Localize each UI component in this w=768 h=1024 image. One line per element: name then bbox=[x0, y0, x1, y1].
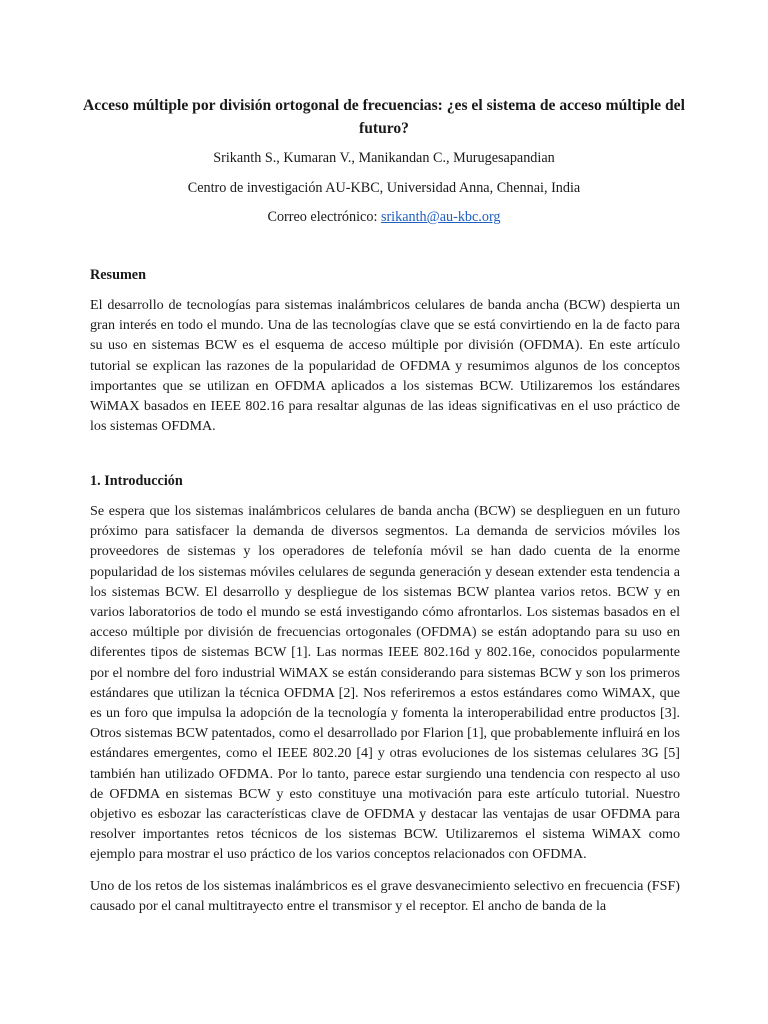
introduction-paragraph-2: Uno de los retos de los sistemas inalámbricos es el grave desvanecimiento selectivo en frecuencia (FSF) causado por el canal multitrayecto entre el transmisor y el receptor. El ancho de banda de la bbox=[90, 878, 680, 915]
author-list: Srikanth S., Kumaran V., Manikandan C., Murugesapandian bbox=[213, 150, 555, 166]
email-link[interactable]: srikanth@au-kbc.org bbox=[380, 209, 501, 225]
abstract-heading: Resumen bbox=[90, 267, 146, 283]
section-heading-introduction: 1. Introducción bbox=[90, 473, 183, 489]
email-line bbox=[70, 207, 698, 227]
abstract-text: El desarrollo de tecnologías para sistemas inalámbricos celulares de banda ancha (BCW) despierta un gran interés en todo el mundo. Una de las tecnologías clave que se está convirtiendo en la de facto para su uso en sistemas BCW es el esquema de acceso múltiple por división (OFDMA). En este artículo tutorial se explican las razones de la popularidad de OFDMA y resumimos algunos de los conceptos importantes que se utilizan en OFDMA aplicados a los sistemas BCW. Utilizaremos los estándares WiMAX basados en IEEE 802.16 para resaltar algunas de las ideas significativas en el uso práctico de los sistemas OFDMA. bbox=[90, 297, 680, 435]
paper-title: Acceso múltiple por división ortogonal de frecuencias: ¿es el sistema de acceso múltiple del futuro? bbox=[83, 97, 685, 137]
affiliation: Centro de investigación AU-KBC, Universidad Anna, Chennai, India bbox=[187, 180, 581, 196]
introduction-paragraph-1: Se espera que los sistemas inalámbricos celulares de banda ancha (BCW) se desplieguen en un futuro próximo para satisfacer la demanda de diversos segmentos. La demanda de servicios móviles los proveedores de sistemas y los operadores de telefonía móvil se han dado cuenta de la enorme popularidad de los sistemas móviles celulares de segunda generación y desean extender esta tendencia a los sistemas BCW. El desarrollo y despliegue de los sistemas BCW plantea varios retos. BCW y en varios laboratorios de todo el mundo se está investigando cómo afrontarlos. Los sistemas basados en el acceso múltiple por división de frecuencias ortogonales (OFDMA) se están adoptando para su uso en diferentes tipos de sistemas BCW [1]. Las normas IEEE 802.16d y 802.16e, conocidos popularmente por el nombre del foro industrial WiMAX se están considerando para sistemas BCW y son los primeros estándares que utilizan la técnica OFDMA [2]. Nos referiremos a estos estándares como WiMAX, que es un foro que impulsa la adopción de la tecnología y fomenta la interoperabilidad entre productos [3]. Otros sistemas BCW patentados, como el desarrollado por Flarion [1], que probablemente influirá en los estándares emergentes, como el IEEE 802.20 [4] y otras evoluciones de los sistemas celulares 3G [5] también han utilizado OFDMA. Por lo tanto, parece estar surgiendo una tendencia con respecto al uso de OFDMA en sistemas BCW y esto constituye una motivación para este artículo tutorial. Nuestro objetivo es esbozar las características clave de OFDMA y destacar las ventajas de usar OFDMA para resolver importantes retos técnicos de los sistemas BCW. Utilizaremos el sistema WiMAX como ejemplo para mostrar el uso práctico de los varios conceptos relacionados con OFDMA. bbox=[90, 503, 680, 863]
email-label: Correo electrónico: bbox=[267, 209, 381, 225]
